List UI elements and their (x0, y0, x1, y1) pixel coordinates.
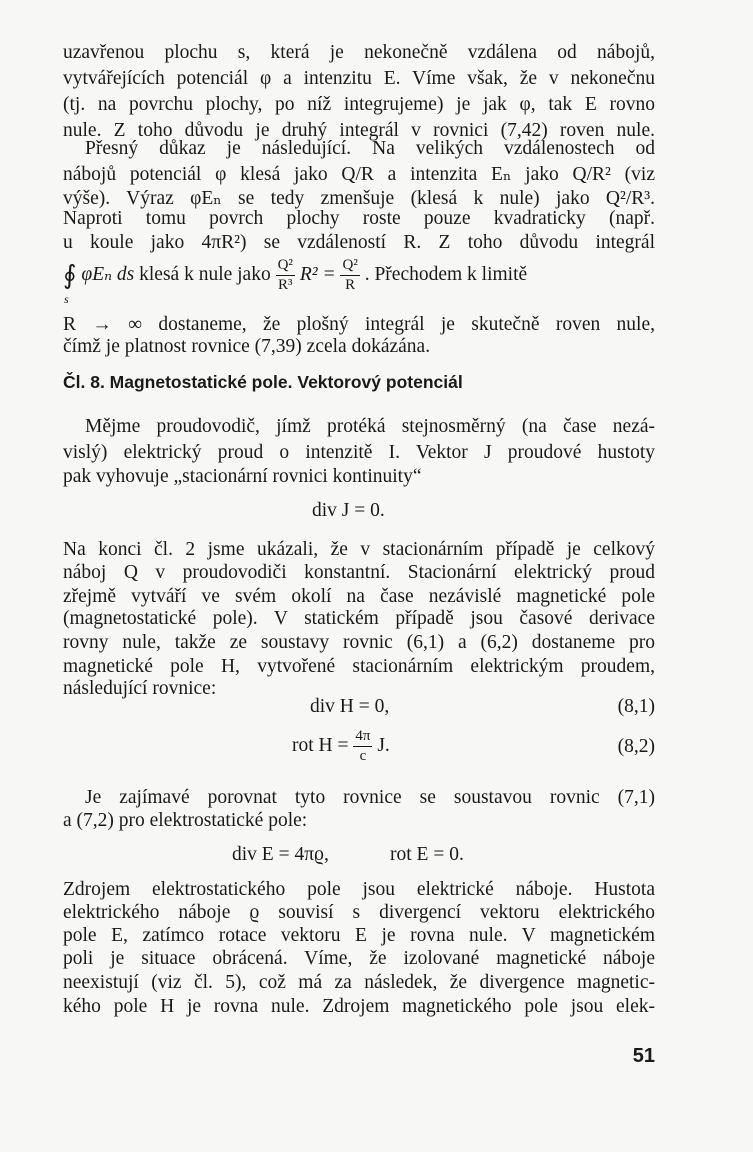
text-line: a (7,2) pro elektrostatické pole: (63, 810, 308, 831)
text-line: pole E, zatímco rotace vektoru E je rovna nule. V magnetickém (63, 925, 655, 946)
text-line: Je zajímavé porovnat tyto rovnice se soustavou rovnic (7,1) (85, 787, 655, 808)
text-line: uzavřenou plochu s, která je nekonečně vzdálena od nábojů, (63, 42, 655, 63)
equation-8-1: div H = 0, (310, 696, 390, 717)
text-line: Naproti tomu povrch plochy roste pouze kvadraticky (např. (63, 208, 655, 229)
integrand: φEₙ ds (81, 264, 135, 285)
text-line: rovny nule, takže ze soustavy rovnic (6,1) a (6,2) dostaneme pro (63, 632, 655, 653)
text-line: Zdrojem elektrostatického pole jsou elektrické náboje. Hustota (63, 879, 655, 900)
text-line: pak vyhovuje „stacionární rovnici kontinuity“ (63, 466, 422, 487)
integral-text: klesá k nule jako (139, 264, 271, 285)
text-line: náboj Q v proudovodiči konstantní. Stacionární elektrický proud (63, 562, 655, 583)
text-line: u koule jako 4πR²) se vzdáleností R. Z toho důvodu integrál (63, 232, 655, 253)
equation-div-j: div J = 0. (312, 500, 385, 521)
text-line: výše). Výraz φEₙ se tedy zmenšuje (klesá k nule) jako Q²/R³. (63, 188, 655, 209)
text-line: R → ∞ dostaneme, že plošný integrál je skutečně roven nule, (63, 314, 655, 335)
text-line: zřejmě vytváří ve svém okolí na čase nezávislé magnetické pole (63, 586, 655, 607)
text-line: Na konci čl. 2 jsme ukázali, že v stacionárním případě je celkový (63, 539, 655, 560)
contour-integral-sign: ∮ (63, 260, 77, 290)
text-line: Přesný důkaz je následující. Na velikých vzdálenostech od (85, 138, 655, 159)
equation-div-e: div E = 4πϱ, (232, 844, 329, 865)
text-line: (tj. na povrchu plochy, po níž integrujeme) je jak φ, tak E rovno (63, 94, 655, 115)
text-line: nábojů potenciál φ klesá jako Q/R a intenzita Eₙ jako Q/R² (viz (63, 164, 655, 185)
equation-8-2: rot H = $\frac{4\pi}{c}$ J. (292, 728, 390, 765)
text-line: vislý) elektrický proud o intenzitě I. Vektor J proudové hustoty (63, 442, 655, 463)
text-line: elektrického náboje ϱ souvisí s divergencí vektoru elektrického (63, 902, 655, 923)
equation-number-8-1: (8,1) (617, 696, 655, 717)
text-line: nule. Z toho důvodu je druhý integrál v rovnici (7,42) roven nule. (63, 120, 655, 141)
text-line: (magnetostatické pole). V statickém případě jsou časové derivace (63, 608, 655, 629)
text-line: Mějme proudovodič, jímž protéká stejnosměrný (na čase nezá- (85, 416, 655, 437)
text-line: magnetické pole H, vytvořené stacionárním elektrickým proudem, (63, 656, 655, 677)
text-line: čímž je platnost rovnice (7,39) zcela dokázána. (63, 336, 431, 357)
fraction-4pi-c: $\frac{4\pi}{c}$ (355, 728, 371, 765)
text-line: neexistují (viz čl. 5), což má za následek, že divergence magnetic- (63, 972, 655, 993)
fraction-q2-r: $\frac{\text{Q²}}{R}$ (342, 257, 358, 294)
section-heading: Čl. 8. Magnetostatické pole. Vektorový potenciál (63, 372, 463, 392)
text-line: vytvářejících potenciál φ a intenzitu E. Víme však, že v nekonečnu (63, 68, 655, 89)
fraction-q2-r3: $\frac{\text{Q²}}{\text{R³}}$ (277, 257, 293, 294)
equation-number-8-2: (8,2) (617, 736, 655, 757)
integral-subscript: s (64, 292, 69, 306)
integral-text-end: . Přechodem k limitě (364, 264, 528, 285)
text-line: poli je situace obrácená. Víme, že izolované magnetické náboje (63, 948, 655, 969)
text-line: kého pole H je rovna nule. Zdrojem magnetického pole jsou elek- (63, 996, 655, 1017)
integral-line (63, 258, 655, 292)
text-line: následující rovnice: (63, 678, 217, 699)
equation-rot-e: rot E = 0. (390, 844, 464, 865)
r-squared: R² = (299, 264, 336, 285)
page-number: 51 (632, 1045, 655, 1067)
